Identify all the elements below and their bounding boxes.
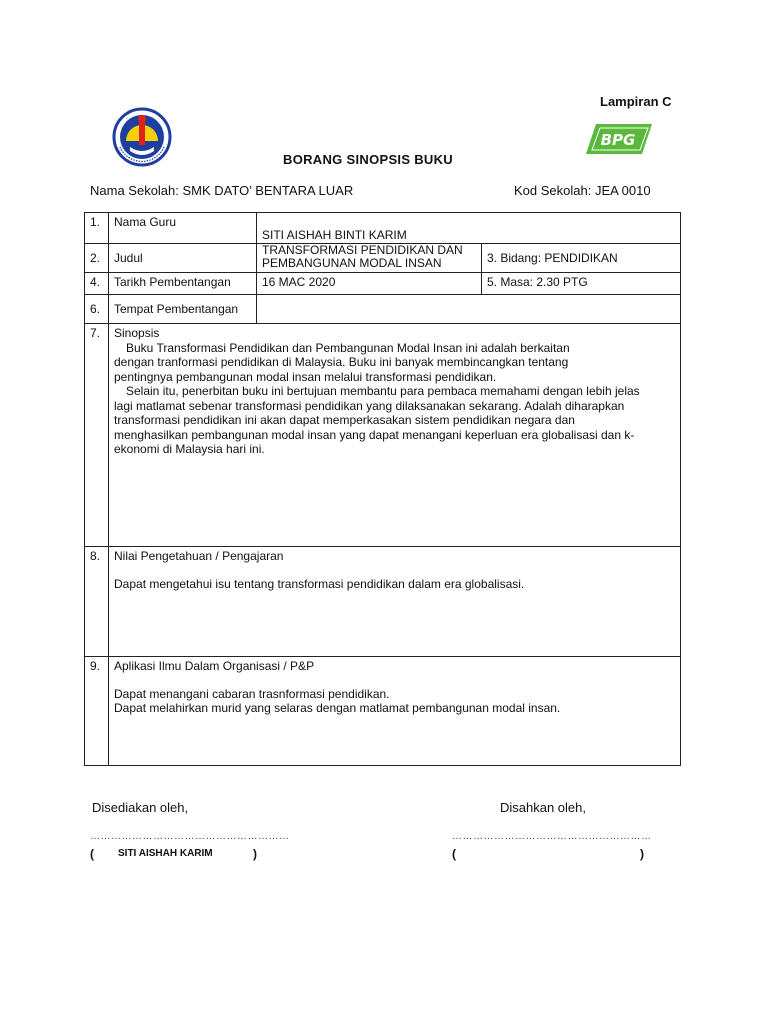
form-title: BORANG SINOPSIS BUKU [283, 152, 453, 167]
disediakan-label: Disediakan oleh, [92, 800, 189, 815]
field-nilai[interactable] [109, 547, 681, 657]
field-value-tarikh[interactable]: 16 MAC 2020 [257, 273, 482, 295]
lampiran-label: Lampiran C [600, 94, 672, 109]
field-aplikasi[interactable] [109, 657, 681, 766]
field-label-nama-guru: Nama Guru [109, 213, 257, 244]
row-judul [85, 244, 681, 273]
judul-line-1: TRANSFORMASI PENDIDIKAN DAN [262, 243, 463, 257]
row-number: 8. [85, 547, 109, 657]
row-aplikasi [85, 657, 681, 766]
disahkan-label: Disahkan oleh, [500, 800, 586, 815]
aplikasi-label: Aplikasi Ilmu Dalam Organisasi / P&P [114, 659, 315, 673]
sinopsis-line: ekonomi di Malaysia hari ini. [114, 442, 265, 456]
field-value-judul[interactable] [257, 244, 482, 273]
sinopsis-line: Buku Transformasi Pendidikan dan Pembangunan Modal Insan ini adalah berkaitan [126, 340, 570, 355]
signature-line-left: ………………………………………………… [90, 831, 290, 842]
row-tempat [85, 295, 681, 324]
row-nilai [85, 547, 681, 657]
field-sinopsis[interactable] [109, 324, 681, 547]
field-value-nama-guru[interactable]: SITI AISHAH BINTI KARIM [257, 213, 681, 244]
field-masa[interactable]: 5. Masa: 2.30 PTG [482, 273, 681, 295]
nilai-text: Dapat mengetahui isu tentang transformasi pendidikan dalam era globalisasi. [114, 577, 525, 591]
open-paren-right: ( [452, 847, 456, 861]
bpg-logo-text: BPG [600, 131, 636, 149]
row-number: 6. [85, 295, 109, 324]
row-sinopsis [85, 324, 681, 547]
row-number: 2. [85, 244, 109, 273]
sinopsis-line: pentingnya pembangunan modal insan melalui transformasi pendidikan. [114, 369, 497, 384]
field-label-judul: Judul [109, 244, 257, 273]
field-label-tarikh: Tarikh Pembentangan [109, 273, 257, 295]
nilai-label: Nilai Pengetahuan / Pengajaran [114, 549, 284, 563]
row-nama-guru [85, 213, 681, 244]
nama-sekolah: Nama Sekolah: SMK DATO’ BENTARA LUAR [90, 183, 354, 198]
sinopsis-label: Sinopsis [114, 326, 160, 340]
sinopsis-line: dengan tranformasi pendidikan di Malaysia. Buku ini banyak membincangkan tentang [114, 355, 569, 369]
row-number: 1. [85, 213, 109, 244]
synopsis-form-table [84, 212, 681, 766]
row-number: 7. [85, 324, 109, 547]
close-paren-right: ) [640, 847, 644, 861]
row-tarikh [85, 273, 681, 295]
field-value-tempat[interactable] [257, 295, 681, 324]
aplikasi-line-2: Dapat melahirkan murid yang selaras dengan matlamat pembangunan modal insan. [114, 701, 561, 715]
kod-sekolah: Kod Sekolah: JEA 0010 [514, 183, 651, 198]
row-number: 4. [85, 273, 109, 295]
aplikasi-line-1: Dapat menangani cabaran trasnformasi pendidikan. [114, 687, 390, 701]
row-number: 9. [85, 657, 109, 766]
field-label-tempat: Tempat Pembentangan [109, 295, 257, 324]
judul-line-2: PEMBANGUNAN MODAL INSAN [262, 256, 442, 270]
sinopsis-line: Selain itu, penerbitan buku ini bertujuan membantu para pembaca memahami dengan lebih jelas [126, 384, 640, 398]
signatory-name: SITI AISHAH KARIM [118, 848, 213, 859]
sinopsis-line: menghasilkan pembangunan modal insan yang dapat menangani keperluan era globalisasi dan k- [114, 427, 635, 442]
sinopsis-line: transformasi pendidikan ini akan dapat memperkasakan sistem pendidikan negara dan [114, 413, 575, 427]
open-paren-left: ( [90, 847, 94, 861]
close-paren-left: ) [253, 847, 257, 861]
field-bidang[interactable]: 3. Bidang: PENDIDIKAN [482, 244, 681, 273]
signature-line-right: ………………………………………………… [452, 831, 652, 842]
sinopsis-line: lagi matlamat sebenar transformasi pendidikan yang dilaksanakan sekarang. Adalah diharapkan [114, 398, 625, 413]
